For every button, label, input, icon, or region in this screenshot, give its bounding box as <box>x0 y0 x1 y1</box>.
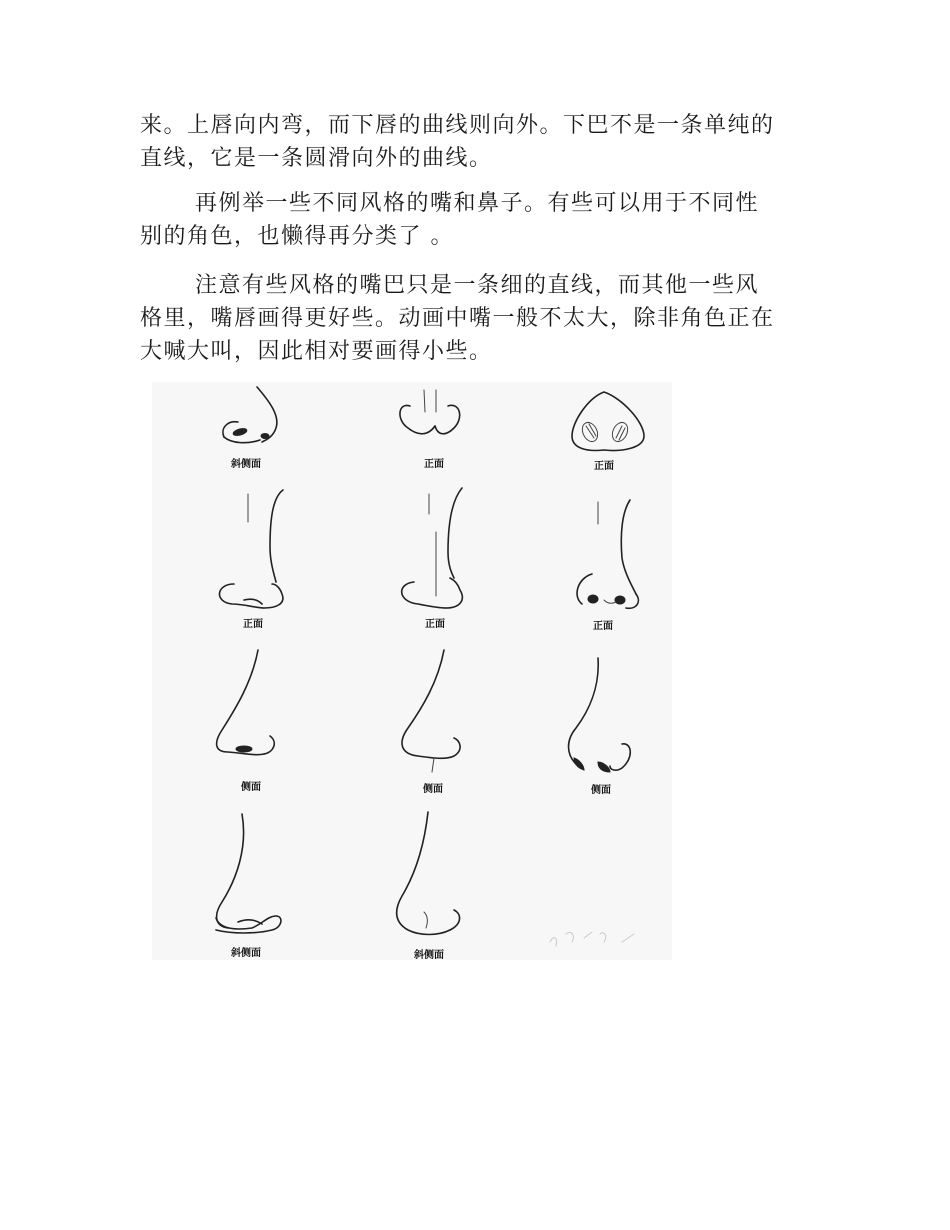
nose-drawing-r4c1 <box>216 814 281 959</box>
paragraph-3-line-3: 大喊大叫，因此相对要画得小些。 <box>140 339 493 364</box>
caption-r1c1: 斜侧面 <box>231 459 261 470</box>
caption-r2c1: 正面 <box>243 619 263 630</box>
caption-r1c3: 正面 <box>594 461 614 472</box>
paragraph-1-line-2: 直线，它是一条圆滑向外的曲线。 <box>140 146 493 171</box>
caption-r1c2: 正面 <box>424 459 444 470</box>
paragraph-3-line-1: 注意有些风格的嘴巴只是一条细的直线，而其他一些风 <box>195 273 760 298</box>
nose-drawing-r3c3 <box>569 658 631 796</box>
nose-drawing-r2c1 <box>219 490 283 630</box>
nose-drawing-r3c2 <box>402 650 460 795</box>
paragraph-3 <box>140 269 815 368</box>
caption-r3c3: 侧面 <box>591 785 611 796</box>
faint-watermark <box>550 932 634 946</box>
nose-drawing-r3c1 <box>217 650 275 793</box>
paragraph-2 <box>140 187 815 253</box>
paragraph-2-line-2: 别的角色，也懒得再分类了 。 <box>140 224 454 249</box>
nose-drawing-r4c2 <box>397 812 460 960</box>
paragraph-1 <box>140 109 815 175</box>
caption-r2c3: 正面 <box>593 621 613 632</box>
nose-drawing-r2c3 <box>577 500 638 632</box>
paragraph-3-line-2: 格里，嘴唇画得更好些。动画中嘴一般不太大，除非角色正在 <box>140 306 775 331</box>
caption-r3c1: 侧面 <box>241 782 261 793</box>
nose-drawing-r1c2 <box>400 390 460 470</box>
nose-drawing-r1c1 <box>223 387 277 470</box>
nose-drawing-r2c2 <box>402 488 463 630</box>
caption-r4c1: 斜侧面 <box>231 948 261 959</box>
nose-drawing-r1c3 <box>572 392 644 472</box>
nose-styles-figure <box>152 382 672 960</box>
caption-r2c2: 正面 <box>425 619 445 630</box>
caption-r4c2: 斜侧面 <box>414 950 444 960</box>
caption-r3c2: 侧面 <box>423 784 443 795</box>
paragraph-2-line-1: 再例举一些不同风格的嘴和鼻子。有些可以用于不同性 <box>195 191 760 216</box>
nose-drawings <box>152 382 672 960</box>
paragraph-1-line-1: 来。上唇向内弯，而下唇的曲线则向外。下巴不是一条单纯的 <box>140 113 775 138</box>
